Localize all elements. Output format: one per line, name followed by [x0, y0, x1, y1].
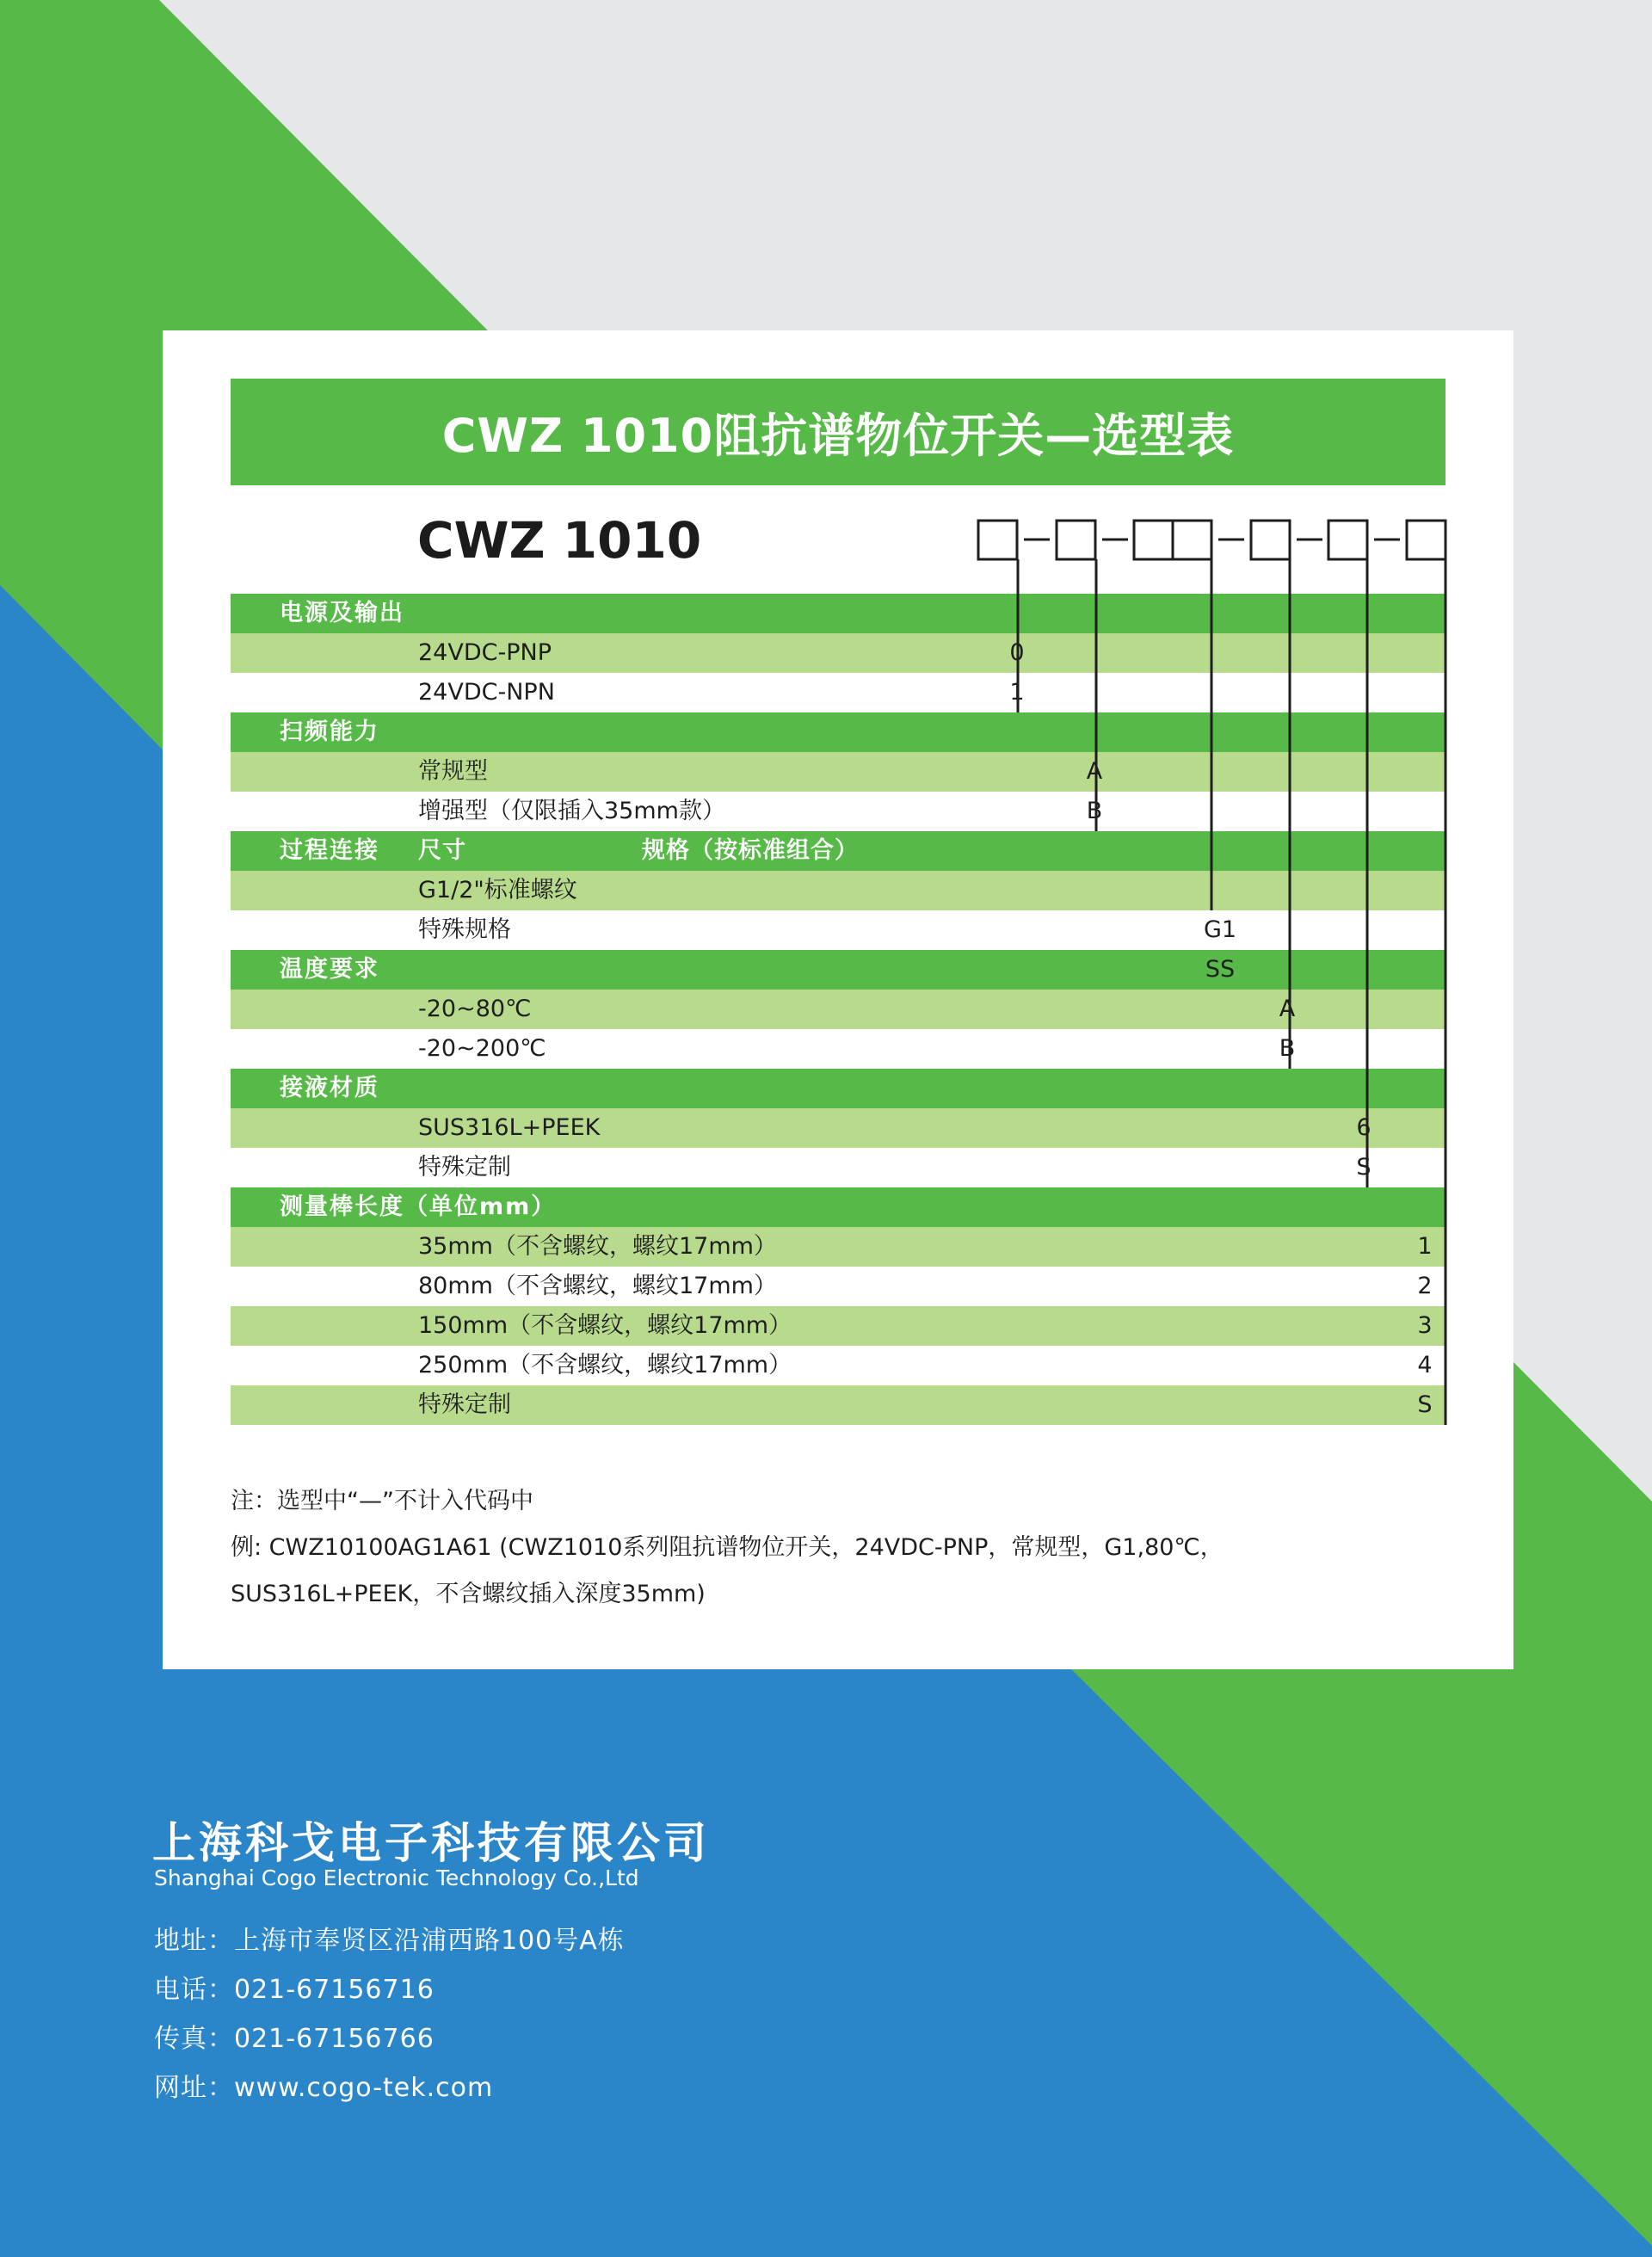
option-code: 6: [1356, 1114, 1372, 1141]
table-row: [231, 752, 1446, 792]
option-label: 24VDC-NPN: [418, 679, 555, 706]
option-label: 35mm（不含螺纹，螺纹17mm）: [418, 1233, 777, 1260]
option-code: 0: [1009, 639, 1025, 666]
example-text-line1: 例: CWZ10100AG1A61 (CWZ1010系列阻抗谱物位开关，24VDC-PNP，常规型，G1,80℃，: [231, 1534, 1224, 1561]
option-label: 特殊规格: [418, 916, 511, 943]
section-header-label: 过程连接: [280, 837, 379, 864]
option-code: 4: [1417, 1352, 1433, 1378]
option-code: B: [1279, 1035, 1296, 1062]
table-row: [231, 1148, 1446, 1187]
table-row: [231, 1385, 1446, 1425]
option-code: 1: [1417, 1233, 1433, 1260]
section-header-temperature: [231, 950, 1446, 990]
option-label: 特殊定制: [418, 1391, 511, 1418]
option-code: SS: [1205, 956, 1236, 983]
section-header-material: [231, 1069, 1446, 1108]
section-header-label: 温度要求: [280, 956, 379, 983]
option-label: -20~200℃: [418, 1035, 546, 1062]
option-label: 150mm（不含螺纹，螺纹17mm）: [418, 1312, 792, 1339]
table-row: [231, 1306, 1446, 1346]
option-code: A: [1279, 996, 1296, 1022]
section-header-connection: [231, 831, 1446, 871]
section-header-size: 尺寸: [418, 837, 466, 864]
option-label: -20~80℃: [418, 996, 532, 1022]
option-label: SUS316L+PEEK: [418, 1114, 601, 1141]
option-code: G1: [1203, 916, 1237, 943]
phone: 电话：021-67156716: [154, 1975, 435, 2005]
model-name: CWZ 1010: [417, 511, 702, 570]
note-text: 注：选型中“—”不计入代码中: [231, 1488, 533, 1514]
website-link[interactable]: 网址：www.cogo-tek.com: [154, 2073, 494, 2103]
table-row: [231, 1227, 1446, 1267]
table-row: [231, 1108, 1446, 1148]
page-title: CWZ 1010阻抗谱物位开关—选型表: [231, 379, 1446, 485]
table-row: [231, 990, 1446, 1029]
fax: 传真：021-67156766: [154, 2024, 435, 2054]
section-header-power: [231, 594, 1446, 633]
table-row: [231, 633, 1446, 673]
company-name-en: Shanghai Cogo Electronic Technology Co.,Ltd: [154, 1865, 639, 1890]
table-row: [231, 1029, 1446, 1069]
option-code: 3: [1417, 1312, 1433, 1339]
section-header-probe-length: [231, 1187, 1446, 1227]
section-header-label: 测量棒长度（单位mm）: [280, 1193, 557, 1220]
option-label: G1/2"标准螺纹: [418, 877, 577, 903]
table-row: [231, 910, 1446, 950]
table-row: [231, 1346, 1446, 1385]
section-header-label: 扫频能力: [280, 718, 379, 745]
table-row: [231, 871, 1446, 910]
option-code: 2: [1417, 1273, 1433, 1299]
example-text-line2: SUS316L+PEEK，不含螺纹插入深度35mm): [231, 1581, 706, 1607]
company-name-cn: 上海科戈电子科技有限公司: [152, 1818, 710, 1868]
table-row: [231, 792, 1446, 831]
option-code: S: [1356, 1154, 1372, 1181]
option-code: B: [1086, 798, 1103, 824]
section-header-label: 电源及输出: [280, 600, 404, 626]
option-label: 24VDC-PNP: [418, 639, 552, 666]
option-label: 常规型: [418, 758, 488, 785]
option-label: 增强型（仅限插入35mm款）: [418, 798, 725, 824]
option-label: 250mm（不含螺纹，螺纹17mm）: [418, 1352, 792, 1378]
table-row: [231, 1267, 1446, 1306]
option-code: A: [1086, 758, 1103, 785]
option-label: 80mm（不含螺纹，螺纹17mm）: [418, 1273, 777, 1299]
section-header-sweep: [231, 712, 1446, 752]
option-label: 特殊定制: [418, 1154, 511, 1181]
section-header-spec: 规格（按标准组合）: [642, 837, 859, 864]
section-header-label: 接液材质: [280, 1075, 379, 1101]
option-code: S: [1417, 1391, 1433, 1418]
option-code: 1: [1009, 679, 1025, 706]
address: 地址：上海市奉贤区沿浦西路100号A栋: [154, 1926, 625, 1956]
table-row: [231, 673, 1446, 712]
